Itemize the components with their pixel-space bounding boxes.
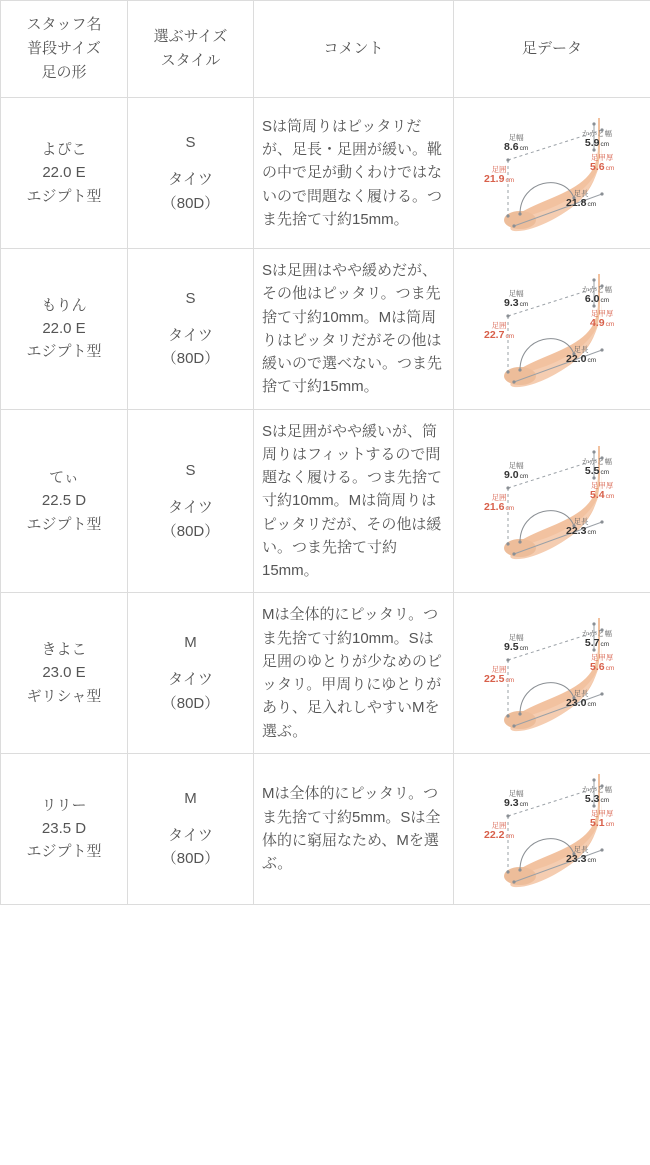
foot-measurement-diagram — [462, 764, 648, 894]
foot-measurement-diagram — [462, 436, 648, 566]
staff-usual-size: 22.0 E — [42, 320, 86, 338]
measure-heel-width-value: 5.9cm — [584, 136, 610, 149]
measure-foot-length-label: 足長 — [573, 689, 589, 698]
style-denier: （80D） — [161, 194, 220, 212]
measure-foot-length — [566, 190, 596, 209]
header-line: 普段サイズ — [27, 40, 101, 57]
measure-foot-length-label: 足長 — [573, 844, 589, 854]
measure-foot-width — [504, 634, 528, 653]
measure-heel-width — [582, 630, 612, 649]
header-line: 足データ — [521, 40, 582, 57]
staff-usual-size: 22.0 E — [42, 164, 86, 182]
measure-heel-width — [582, 286, 612, 305]
cell-foot-data — [454, 409, 650, 593]
measure-instep-height-label: 足甲厚 — [590, 480, 614, 490]
measure-foot-width-label: 足幅 — [508, 633, 524, 642]
chosen-size: S — [185, 134, 196, 152]
measure-foot-girth-label: 足囲 — [491, 165, 507, 174]
measure-foot-girth-value: 21.9cm — [484, 172, 515, 185]
measure-foot-girth-value: 22.2cm — [484, 828, 515, 841]
staff-name: よぴこ — [41, 141, 87, 159]
spacer — [136, 310, 245, 324]
measure-foot-width — [504, 790, 528, 809]
measure-instep-height — [590, 654, 614, 673]
measure-instep-height — [590, 482, 614, 501]
header-line: 選ぶサイズ — [153, 28, 228, 45]
style-denier: （80D） — [161, 694, 220, 712]
cell-chosen-size — [128, 249, 254, 410]
measure-instep-height-value: 4.9cm — [590, 316, 615, 329]
staff-foot-type: エジプト型 — [26, 843, 102, 861]
staff-name: リリー — [41, 796, 87, 814]
style-denier: （80D） — [161, 522, 220, 540]
chosen-size: M — [184, 789, 197, 807]
measure-foot-width-label: 足幅 — [508, 788, 524, 798]
measure-foot-girth-value: 22.7cm — [484, 328, 515, 341]
staff-foot-type: ギリシャ型 — [26, 687, 102, 705]
foot-measurement-diagram — [462, 608, 648, 738]
cell-comment: Sは足囲はやや緩めだが、その他はピッタリ。つま先捨て寸約10mm。Mは筒周りはピッタリだがその他は緩いので選べない。つま先捨て寸約15mm。 — [254, 249, 454, 410]
measure-foot-width-label: 足幅 — [508, 133, 524, 142]
measure-heel-width-label: かかと幅 — [582, 456, 612, 466]
measure-instep-height-label: 足甲厚 — [590, 153, 614, 162]
measure-heel-width-value: 6.0cm — [584, 292, 610, 305]
measure-foot-width — [504, 134, 528, 153]
measure-heel-width-value: 5.3cm — [584, 792, 610, 805]
chosen-size: S — [185, 289, 196, 307]
measure-heel-width — [582, 130, 612, 149]
measure-foot-length-label: 足長 — [573, 516, 589, 526]
spacer — [136, 154, 245, 168]
measure-foot-girth — [484, 822, 514, 841]
cell-staff — [1, 409, 128, 593]
measure-instep-height — [590, 810, 614, 829]
measure-instep-height-value: 5.6cm — [590, 160, 615, 173]
measure-instep-height-label: 足甲厚 — [590, 308, 614, 318]
measure-foot-width — [504, 290, 528, 309]
measure-foot-girth-label: 足囲 — [491, 820, 507, 830]
measure-heel-width-value: 5.7cm — [584, 636, 610, 649]
cell-foot-data — [454, 593, 650, 754]
staff-usual-size: 23.5 D — [41, 820, 87, 838]
style-name: タイツ — [168, 171, 213, 189]
measure-instep-height-value: 5.1cm — [590, 816, 615, 829]
measure-foot-girth-label: 足囲 — [491, 665, 507, 674]
cell-staff — [1, 98, 128, 249]
cell-comment: Sは足囲がやや緩いが、筒周りはフィットするので問題なく履ける。つま先捨て寸約10mm。Mは筒周りはピッタリだが、その他は緩い。つま先捨て寸約15mm。 — [254, 409, 454, 593]
measure-foot-length — [566, 690, 596, 709]
measure-foot-girth — [484, 166, 514, 185]
cell-chosen-size — [128, 593, 254, 754]
measure-foot-width-label: 足幅 — [508, 460, 524, 470]
table-row — [1, 98, 650, 249]
measure-foot-length-value: 22.0cm — [566, 352, 597, 365]
table-row — [1, 409, 650, 593]
measure-heel-width — [582, 786, 612, 805]
measure-foot-length-label: 足長 — [573, 189, 589, 198]
measure-heel-width-label: かかと幅 — [582, 629, 612, 638]
cell-chosen-size — [128, 753, 254, 904]
measure-instep-height-value: 5.4cm — [590, 488, 615, 501]
measure-instep-height-label: 足甲厚 — [590, 653, 614, 662]
column-header-footdata — [454, 1, 650, 98]
column-header-staff — [1, 1, 128, 98]
cell-staff — [1, 593, 128, 754]
measure-foot-width-value: 9.0cm — [504, 468, 529, 481]
cell-foot-data — [454, 753, 650, 904]
table-header-row — [1, 1, 650, 98]
measure-foot-length-value: 22.3cm — [566, 524, 597, 537]
measure-foot-width-value: 8.6cm — [504, 140, 529, 153]
style-denier: （80D） — [161, 850, 220, 868]
header-line: 足の形 — [41, 64, 87, 81]
measure-foot-width — [504, 462, 528, 481]
chosen-size: M — [184, 634, 197, 652]
cell-foot-data — [454, 249, 650, 410]
measure-instep-height — [590, 154, 614, 173]
staff-usual-size: 22.5 D — [41, 492, 87, 510]
table-row — [1, 753, 650, 904]
header-line: スタイル — [160, 52, 221, 69]
header-line: スタッフ名 — [26, 16, 102, 33]
measure-heel-width-value: 5.5cm — [584, 464, 610, 477]
column-header-size — [128, 1, 254, 98]
spacer — [136, 654, 245, 668]
table-row — [1, 593, 650, 754]
cell-staff — [1, 753, 128, 904]
style-name: タイツ — [168, 827, 213, 845]
measure-heel-width-label: かかと幅 — [582, 284, 612, 294]
measure-heel-width — [582, 458, 612, 477]
measure-foot-width-label: 足幅 — [508, 288, 524, 298]
spacer — [136, 810, 245, 824]
cell-foot-data — [454, 98, 650, 249]
measure-foot-length-label: 足長 — [573, 344, 589, 354]
measure-foot-girth-value: 21.6cm — [484, 500, 515, 513]
cell-chosen-size — [128, 409, 254, 593]
staff-name: てぃ — [49, 469, 79, 486]
style-name: タイツ — [168, 499, 213, 517]
measure-foot-width-value: 9.5cm — [504, 640, 529, 653]
chosen-size: S — [185, 462, 196, 479]
measure-instep-height-label: 足甲厚 — [590, 808, 614, 818]
cell-comment: Mは全体的にピッタリ。つま先捨て寸約10mm。Sは足囲のゆとりが少なめのピッタリ。甲周りにゆとりがあり、足入れしやすいMを選ぶ。 — [254, 593, 454, 754]
foot-measurement-diagram — [462, 108, 648, 238]
table-body — [1, 98, 650, 905]
measure-foot-girth — [484, 322, 514, 341]
measure-foot-length-value: 21.8cm — [566, 196, 597, 209]
measure-foot-length — [566, 346, 596, 365]
measure-foot-girth-label: 足囲 — [491, 320, 507, 330]
style-name: タイツ — [168, 671, 213, 689]
cell-comment: Sは筒周りはピッタリだが、足長・足囲が緩い。靴の中で足が動くわけではないので問題なく履ける。つま先捨て寸約15mm。 — [254, 98, 454, 249]
measure-foot-length-value: 23.0cm — [566, 696, 597, 709]
measure-instep-height-value: 5.6cm — [590, 660, 615, 673]
measure-foot-girth-label: 足囲 — [491, 492, 507, 502]
measure-instep-height — [590, 310, 614, 329]
cell-chosen-size — [128, 98, 254, 249]
staff-name: もりん — [41, 296, 87, 314]
staff-usual-size: 23.0 E — [42, 664, 86, 682]
header-line: コメント — [323, 40, 384, 57]
cell-comment: Mは全体的にピッタリ。つま先捨て寸約5mm。Sは全体的に窮屈なため、Mを選ぶ。 — [254, 753, 454, 904]
staff-foot-type: エジプト型 — [26, 187, 102, 205]
staff-foot-type: エジプト型 — [26, 343, 102, 361]
measure-foot-length-value: 23.3cm — [566, 852, 597, 865]
measure-foot-length — [566, 846, 596, 865]
style-name: タイツ — [168, 327, 213, 345]
measure-foot-girth — [484, 666, 514, 685]
staff-foot-type: エジプト型 — [26, 515, 102, 533]
foot-measurement-diagram — [462, 264, 648, 394]
staff-name: きよこ — [41, 641, 87, 659]
cell-staff — [1, 249, 128, 410]
measure-foot-girth-value: 22.5cm — [484, 672, 515, 685]
measure-foot-width-value: 9.3cm — [504, 796, 529, 809]
column-header-comment — [254, 1, 454, 98]
spacer — [136, 482, 245, 496]
measure-foot-length — [566, 518, 596, 537]
measure-foot-girth — [484, 494, 514, 513]
measure-heel-width-label: かかと幅 — [582, 784, 612, 794]
style-denier: （80D） — [161, 350, 220, 368]
measure-foot-width-value: 9.3cm — [504, 296, 529, 309]
table-row — [1, 249, 650, 410]
measure-heel-width-label: かかと幅 — [582, 129, 612, 138]
